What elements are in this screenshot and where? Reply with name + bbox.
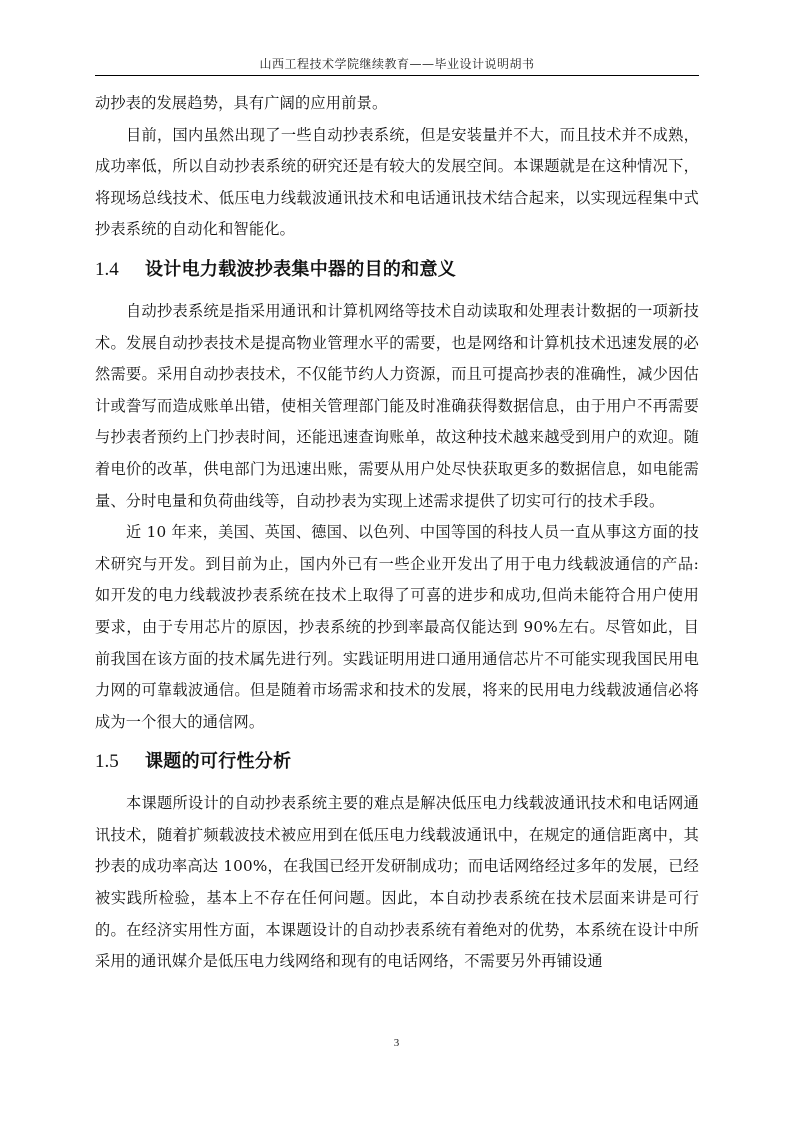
section-title: 课题的可行性分析 xyxy=(145,751,292,773)
paragraph: 近 10 年来，美国、英国、德国、以色列、中国等国的科技人员一直从事这方面的技术研究与开发。到目前为止，国内外已有一些企业开发出了用于电力线载波通信的产品:如开发的电力线载波抄表系统在技术上取得了可喜的进步和成功,但尚未能符合用户使用要求，由于专用芯片的原因，抄表系统的抄到率最高仅能达到 90%左右。尽管如此，目前我国在该方面的技术属先进行列。实践证明用进口通用通信芯片不可能实现我国民用电力网的可靠载波通信。但是随着市场需求和技术的发展，将来的民用电力线载波通信必将成为一个很大的通信网。 xyxy=(95,523,699,731)
running-header: 山西工程技术学院继续教育——毕业设计说明胡书 xyxy=(259,57,535,71)
section-number: 1.5 xyxy=(95,751,119,773)
paragraph: 本课题所设计的自动抄表系统主要的难点是解决低压电力线载波通讯技术和电话网通讯技术，随着扩频载波技术被应用到在低压电力线载波通讯中，在规定的通信距离中，其抄表的成功率高达 100%，在我国已经开发研制成功；而电话网络经过多年的发展，已经被实践所检验，基本上不存在任何问题。因此，本自动抄表系统在技术层面来讲是可行的。在经济实用性方面，本课题设计的自动抄表系统有着绝对的优势，本系统在设计中所采用的通讯媒介是低压电力线网络和现有的电话网络，不需要另外再铺设通 xyxy=(95,794,699,971)
page-number: 3 xyxy=(393,1037,400,1049)
paragraph-continuation: 动抄表的发展趋势，具有广阔的应用前景。 xyxy=(95,94,388,112)
section-title: 设计电力载波抄表集中器的目的和意义 xyxy=(145,258,457,280)
header-rule xyxy=(95,75,699,76)
section-heading-1-5 xyxy=(95,752,699,772)
paragraph: 自动抄表系统是指采用通讯和计算机网络等技术自动读取和处理表计数据的一项新技术。发展自动抄表技术是提高物业管理水平的需要，也是网络和计算机技术迅速发展的必然需要。采用自动抄表技术，不仅能节约人力资源，而且可提高抄表的准确性，减少因估计或誊写而造成账单出错，使相关管理部门能及时准确获得数据信息，由于用户不再需要与抄表者预约上门抄表时间，还能迅速查询账单，故这种技术越来越受到用户的欢迎。随着电价的改革，供电部门为迅速出账，需要从用户处尽快获取更多的数据信息，如电能需量、分时电量和负荷曲线等，自动抄表为实现上述需求提供了切实可行的技术手段。 xyxy=(95,301,699,510)
paragraph: 目前，国内虽然出现了一些自动抄表系统，但是安装量并不大，而且技术并不成熟，成功率低，所以自动抄表系统的研究还是有较大的发展空间。本课题就是在这种情况下，将现场总线技术、低压电力线载波通讯技术和电话通讯技术结合起来，以实现远程集中式抄表系统的自动化和智能化。 xyxy=(95,125,699,239)
section-number: 1.4 xyxy=(95,258,119,280)
document-body xyxy=(95,88,699,978)
section-heading-1-4 xyxy=(95,260,699,280)
